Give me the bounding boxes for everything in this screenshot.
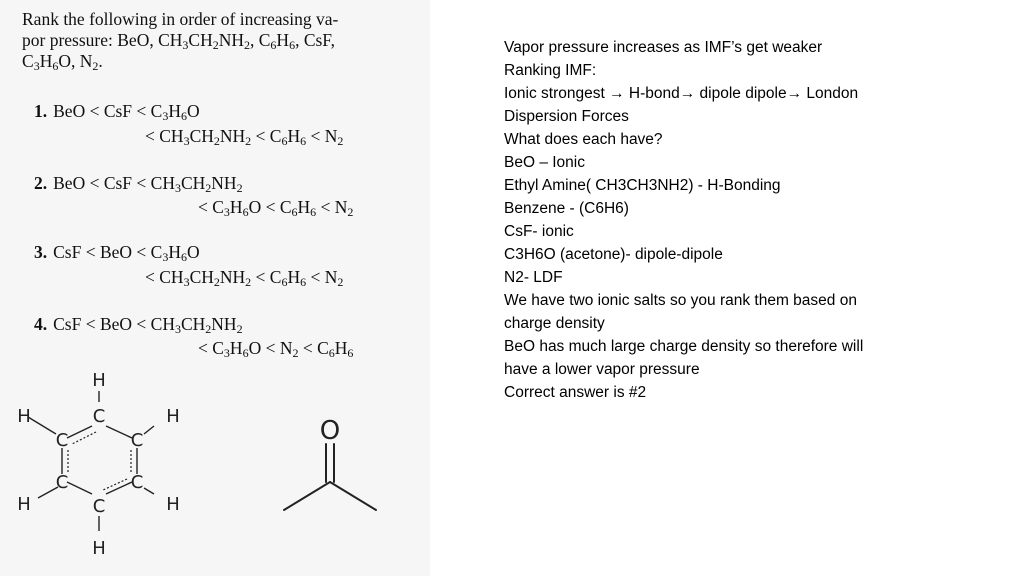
atom-h-upper-left: H bbox=[17, 406, 31, 427]
atom-h-bottom: H bbox=[92, 538, 106, 559]
option-number: 3. bbox=[34, 242, 48, 262]
atom-h-upper-right: H bbox=[166, 406, 180, 427]
question-prompt bbox=[22, 9, 422, 72]
explanation-line: Vapor pressure increases as IMF’s get weaker bbox=[504, 39, 823, 56]
option-number: 2. bbox=[34, 173, 48, 193]
prompt-line-3: $C_3H_6O$, $N_2$. bbox=[22, 51, 103, 73]
atom-h-top: H bbox=[92, 370, 106, 391]
atom-h-lower-right: H bbox=[166, 494, 180, 515]
explanation-line: Ethyl Amine( CH3CH3NH2) - H-Bonding bbox=[504, 177, 781, 194]
option-1-line-2: < $CH_3CH_2NH_2 < C_6H_6 < N_2$ bbox=[145, 126, 344, 148]
atom-c-bottom: C bbox=[92, 496, 106, 517]
option-number: 1. bbox=[34, 101, 48, 121]
atom-c-lower-right: C bbox=[130, 472, 144, 493]
explanation-line: charge density bbox=[504, 315, 605, 332]
explanation-line: Dispersion Forces bbox=[504, 108, 629, 125]
option-3-line-1 bbox=[34, 242, 200, 263]
explanation-line: C3H6O (acetone)- dipole-dipole bbox=[504, 246, 723, 263]
atom-c-upper-right: C bbox=[130, 430, 144, 451]
prompt-line-2: por pressure: BeO, $CH_3CH_2NH_2$, $C_6H_6$, CsF, bbox=[22, 30, 336, 52]
option-3-line-2: < $CH_3CH_2NH_2 < C_6H_6 < N_2$ bbox=[145, 267, 344, 289]
explanation-line: Ionic strongest → H-bond→ dipole dipole→ London bbox=[504, 85, 859, 102]
option-2-line-1 bbox=[34, 173, 243, 194]
explanation-line: CsF- ionic bbox=[504, 223, 574, 240]
explanation-line: Correct answer is #2 bbox=[504, 384, 647, 401]
option-text: BeO < CsF < $CH_3CH_2NH_2$ bbox=[53, 173, 243, 195]
explanation-line: Benzene - (C6H6) bbox=[504, 200, 629, 217]
prompt-line-1: Rank the following in order of increasing va- bbox=[22, 9, 339, 29]
option-text: CsF < BeO < $C_3H_6O$ bbox=[53, 242, 200, 264]
explanation-line: What does each have? bbox=[504, 131, 663, 148]
explanation-text bbox=[504, 36, 934, 404]
question-image bbox=[0, 0, 430, 576]
atom-o: O bbox=[319, 416, 341, 446]
acetone-structure bbox=[270, 402, 400, 542]
atom-c-top: C bbox=[92, 406, 106, 427]
option-4-line-2: < $C_3H_6O < N_2 < C_6H_6$ bbox=[198, 338, 354, 360]
explanation-line: have a lower vapor pressure bbox=[504, 361, 700, 378]
option-text: CsF < BeO < $CH_3CH_2NH_2$ bbox=[53, 314, 243, 336]
explanation-line: BeO has much large charge density so therefore will bbox=[504, 338, 864, 355]
option-text: BeO < CsF < $C_3H_6O$ bbox=[53, 101, 200, 123]
explanation-line: BeO – Ionic bbox=[504, 154, 585, 171]
benzene-structure bbox=[10, 364, 210, 564]
option-1-line-1 bbox=[34, 101, 200, 122]
explanation-line: We have two ionic salts so you rank them based on bbox=[504, 292, 857, 309]
option-2-line-2: < $C_3H_6O < C_6H_6 < N_2$ bbox=[198, 197, 354, 219]
atom-c-lower-left: C bbox=[55, 472, 69, 493]
option-4-line-1 bbox=[34, 314, 243, 335]
explanation-line: N2- LDF bbox=[504, 269, 563, 286]
explanation-line: Ranking IMF: bbox=[504, 62, 597, 79]
atom-c-upper-left: C bbox=[55, 430, 69, 451]
atom-h-lower-left: H bbox=[17, 494, 31, 515]
option-number: 4. bbox=[34, 314, 48, 334]
